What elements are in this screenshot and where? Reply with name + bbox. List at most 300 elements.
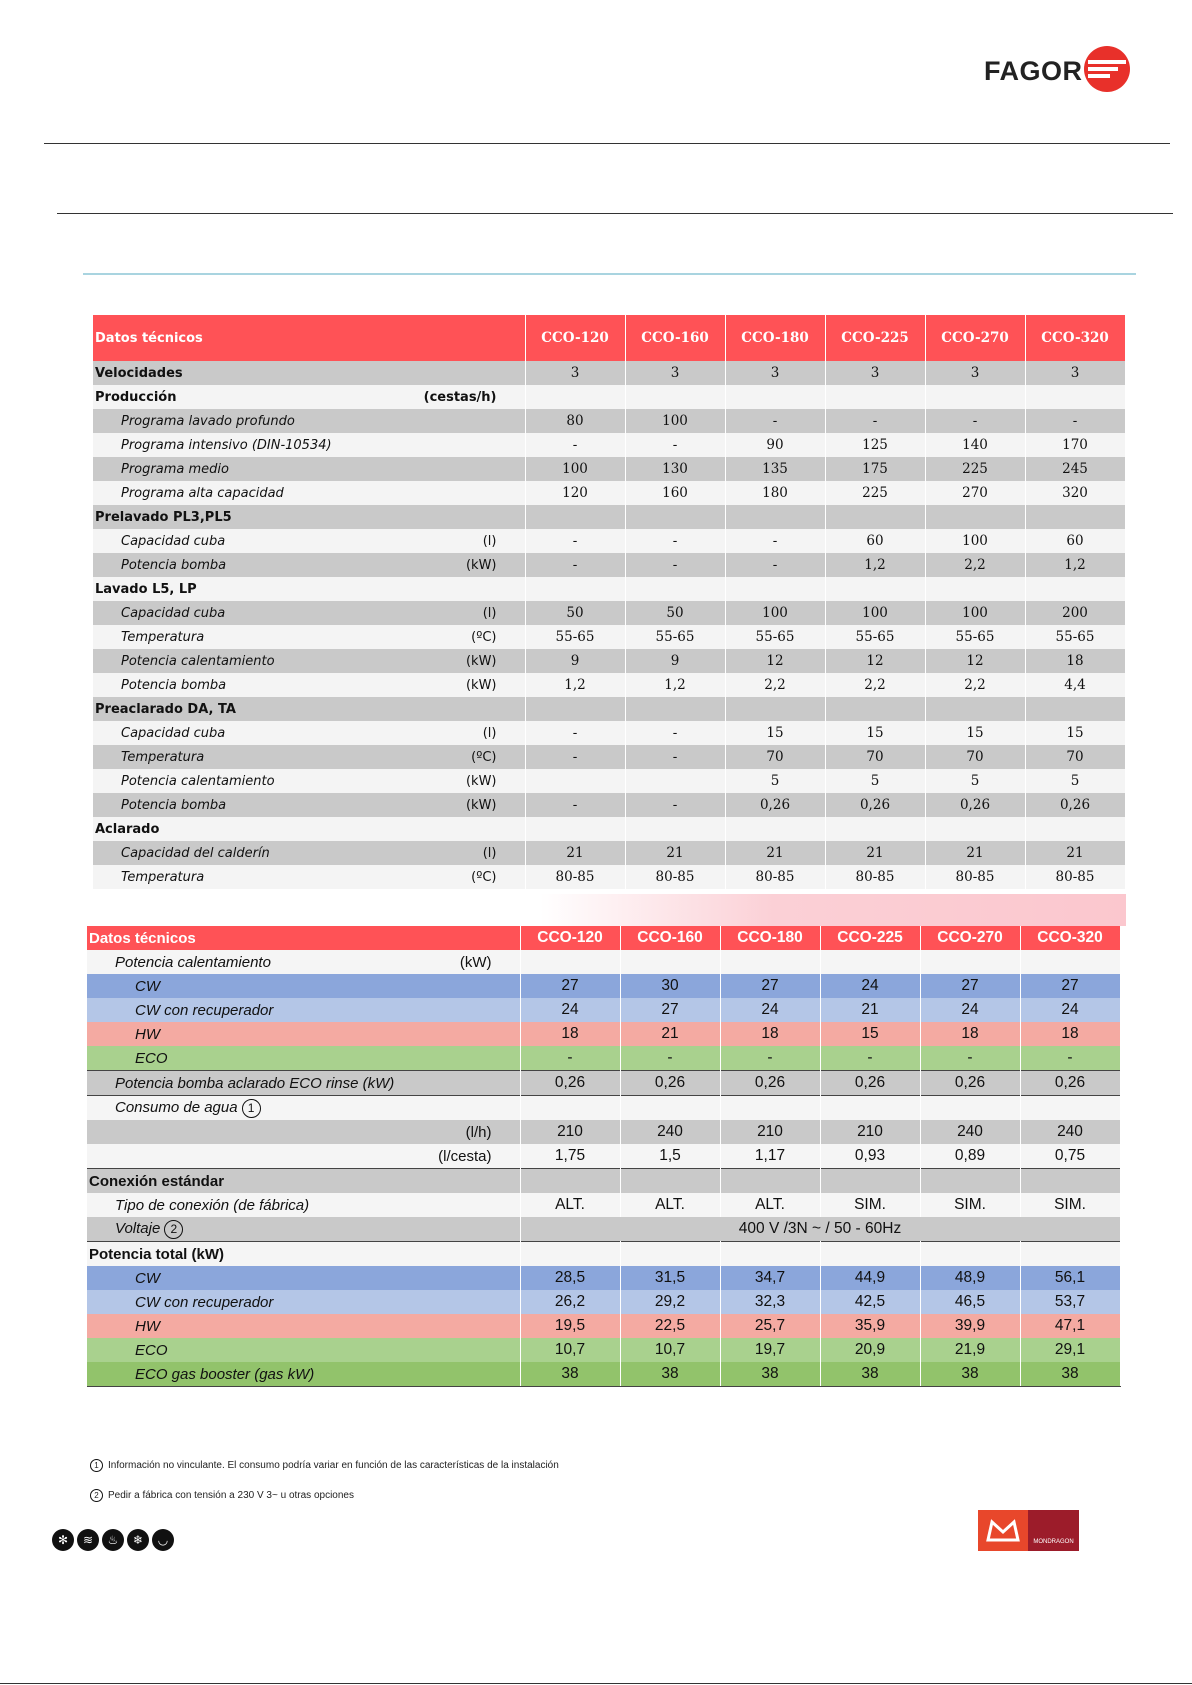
value-cell: - <box>1020 1046 1120 1071</box>
value-cell: - <box>1025 409 1125 433</box>
row-label-cell <box>93 433 525 457</box>
value-cell: 21 <box>825 841 925 865</box>
value-cell: 15 <box>725 721 825 745</box>
value-cell: 21 <box>925 841 1025 865</box>
table-row <box>93 865 1125 889</box>
value-cell: 10,7 <box>620 1338 720 1362</box>
row-label: Potencia bomba aclarado ECO rinse (kW) <box>115 1074 395 1092</box>
value-cell: 70 <box>825 745 925 769</box>
value-cell: ALT. <box>620 1193 720 1217</box>
value-cell: 10,7 <box>520 1338 620 1362</box>
row-label: Potencia bomba <box>121 797 227 813</box>
value-cell: 5 <box>825 769 925 793</box>
row-unit: (cestas/h) <box>423 389 497 405</box>
table-row <box>87 1193 1120 1217</box>
row-label-cell <box>87 1266 520 1290</box>
value-cell: 120 <box>525 481 625 505</box>
model-header: CCO-160 <box>625 315 725 361</box>
value-cell: 240 <box>1020 1120 1120 1144</box>
value-cell: 0,26 <box>925 793 1025 817</box>
value-cell: - <box>825 409 925 433</box>
value-cell <box>825 577 925 601</box>
row-label-cell <box>93 409 525 433</box>
row-label: HW <box>135 1025 160 1043</box>
row-label: Potencia calentamiento <box>115 953 271 971</box>
value-cell: 46,5 <box>920 1290 1020 1314</box>
value-cell <box>820 950 920 974</box>
row-label-cell <box>87 1120 520 1144</box>
row-label-cell <box>93 769 525 793</box>
row-label: Programa medio <box>121 461 229 477</box>
value-cell: 38 <box>920 1362 1020 1387</box>
row-unit: (kW) <box>465 677 497 693</box>
value-cell: 38 <box>520 1362 620 1387</box>
value-cell: 53,7 <box>1020 1290 1120 1314</box>
value-cell <box>620 1096 720 1121</box>
table-row <box>87 1338 1120 1362</box>
value-cell: 47,1 <box>1020 1314 1120 1338</box>
value-cell: 21,9 <box>920 1338 1020 1362</box>
value-cell <box>1020 1096 1120 1121</box>
row-unit: (kW) <box>465 773 497 789</box>
value-cell: 21 <box>620 1022 720 1046</box>
row-label: HW <box>135 1317 160 1335</box>
table-row <box>87 1120 1120 1144</box>
value-cell: 170 <box>1025 433 1125 457</box>
row-unit: (ºC) <box>471 749 497 765</box>
table-row <box>93 745 1125 769</box>
value-cell: - <box>625 721 725 745</box>
value-cell: 22,5 <box>620 1314 720 1338</box>
fagor-logo <box>984 42 1134 98</box>
value-cell: - <box>725 409 825 433</box>
header-divider <box>44 143 1170 144</box>
row-label: CW <box>135 977 160 995</box>
row-label-cell <box>87 1071 520 1096</box>
water-icon: ♨ <box>102 1529 124 1551</box>
table-row <box>93 697 1125 721</box>
value-cell <box>625 697 725 721</box>
value-cell: 55-65 <box>525 625 625 649</box>
value-cell: 1,5 <box>620 1144 720 1169</box>
value-cell <box>525 385 625 409</box>
value-cell: 21 <box>820 998 920 1022</box>
footnote-text: Información no vinculante. El consumo podría variar en función de las características de la instalación <box>108 1460 559 1471</box>
value-cell: - <box>625 793 725 817</box>
value-cell <box>720 1242 820 1267</box>
value-cell: 20,9 <box>820 1338 920 1362</box>
value-cell: 1,2 <box>1025 553 1125 577</box>
value-cell: 225 <box>925 457 1025 481</box>
value-cell: 80 <box>525 409 625 433</box>
value-cell <box>725 385 825 409</box>
value-cell <box>725 505 825 529</box>
value-cell: 100 <box>925 529 1025 553</box>
value-cell <box>925 817 1025 841</box>
row-label-cell <box>93 841 525 865</box>
value-cell: - <box>525 433 625 457</box>
value-cell: 27 <box>520 974 620 998</box>
value-cell: 29,1 <box>1020 1338 1120 1362</box>
value-cell: - <box>625 433 725 457</box>
value-cell: 0,75 <box>1020 1144 1120 1169</box>
value-cell: 90 <box>725 433 825 457</box>
technical-data-table-2 <box>87 926 1121 1387</box>
model-header: CCO-180 <box>720 926 820 950</box>
value-cell: 125 <box>825 433 925 457</box>
value-cell: 0,26 <box>620 1071 720 1096</box>
table-row <box>93 481 1125 505</box>
value-cell: 180 <box>725 481 825 505</box>
value-cell <box>825 505 925 529</box>
value-cell: 24 <box>520 998 620 1022</box>
row-label: Conexión estándar <box>89 1172 225 1190</box>
row-label-cell <box>87 1242 520 1267</box>
row-label-cell <box>93 361 525 385</box>
row-label: Consumo de agua <box>115 1098 238 1116</box>
footnote-2 <box>90 1489 354 1502</box>
row-label: Potencia total (kW) <box>89 1245 225 1263</box>
table-row <box>93 721 1125 745</box>
value-cell: 0,93 <box>820 1144 920 1169</box>
table-title: Datos técnicos <box>93 315 525 361</box>
row-label-cell <box>87 974 520 998</box>
row-label: Capacidad cuba <box>121 605 226 621</box>
table-row <box>93 841 1125 865</box>
value-cell: 32,3 <box>720 1290 820 1314</box>
row-label: Programa alta capacidad <box>121 485 284 501</box>
value-cell: 270 <box>925 481 1025 505</box>
value-cell: 24 <box>1020 998 1120 1022</box>
value-cell: 48,9 <box>920 1266 1020 1290</box>
value-cell <box>520 1169 620 1194</box>
row-label-cell <box>93 457 525 481</box>
value-cell: 28,5 <box>520 1266 620 1290</box>
value-cell <box>1025 505 1125 529</box>
table-row <box>93 361 1125 385</box>
value-cell: - <box>625 745 725 769</box>
value-cell: 29,2 <box>620 1290 720 1314</box>
value-cell: 31,5 <box>620 1266 720 1290</box>
row-label-cell <box>93 817 525 841</box>
table-row <box>87 1169 1120 1194</box>
table-row <box>93 793 1125 817</box>
value-cell: SIM. <box>920 1193 1020 1217</box>
model-header: CCO-225 <box>825 315 925 361</box>
value-cell: 38 <box>1020 1362 1120 1387</box>
value-cell: 27 <box>720 974 820 998</box>
value-cell: 2,2 <box>825 673 925 697</box>
value-cell: 0,26 <box>920 1071 1020 1096</box>
table-row <box>87 998 1120 1022</box>
value-cell <box>720 950 820 974</box>
value-cell: 55-65 <box>925 625 1025 649</box>
value-cell: 24 <box>920 998 1020 1022</box>
value-cell: 3 <box>625 361 725 385</box>
value-cell <box>1020 1169 1120 1194</box>
value-cell <box>625 505 725 529</box>
value-cell <box>520 1096 620 1121</box>
row-label: ECO <box>135 1049 168 1067</box>
value-cell <box>525 697 625 721</box>
value-cell: 130 <box>625 457 725 481</box>
value-cell <box>920 1242 1020 1267</box>
value-cell: 225 <box>825 481 925 505</box>
value-cell: 12 <box>825 649 925 673</box>
value-cell: 21 <box>625 841 725 865</box>
footer-divider <box>0 1683 1192 1684</box>
table-row <box>93 433 1125 457</box>
decorative-band <box>540 894 1126 926</box>
value-cell: SIM. <box>1020 1193 1120 1217</box>
value-cell: 1,17 <box>720 1144 820 1169</box>
row-unit: (kW) <box>465 653 497 669</box>
table-row <box>87 950 1120 974</box>
value-cell: 0,26 <box>820 1071 920 1096</box>
table-row <box>87 1071 1120 1096</box>
wash-icon: ◡ <box>152 1529 174 1551</box>
row-label: Preaclarado DA, TA <box>95 701 236 717</box>
value-cell: 21 <box>525 841 625 865</box>
table-row <box>93 457 1125 481</box>
value-cell: 175 <box>825 457 925 481</box>
value-cell: 9 <box>525 649 625 673</box>
value-cell: 2,2 <box>925 673 1025 697</box>
table-row <box>93 673 1125 697</box>
value-cell: 80-85 <box>1025 865 1125 889</box>
table-row <box>87 974 1120 998</box>
value-cell: 0,26 <box>1025 793 1125 817</box>
value-cell <box>525 769 625 793</box>
value-cell <box>825 697 925 721</box>
footnote-marker: 2 <box>164 1220 183 1239</box>
value-cell: 140 <box>925 433 1025 457</box>
table-row <box>87 1217 1120 1242</box>
value-cell: 135 <box>725 457 825 481</box>
value-cell: 19,5 <box>520 1314 620 1338</box>
value-cell: 2,2 <box>725 673 825 697</box>
value-cell <box>1020 1242 1120 1267</box>
electric-icon: ≋ <box>77 1529 99 1551</box>
model-header: CCO-180 <box>725 315 825 361</box>
row-label: ECO gas booster (gas kW) <box>135 1365 315 1383</box>
model-header: CCO-225 <box>820 926 920 950</box>
row-label: Tipo de conexión (de fábrica) <box>115 1196 310 1214</box>
table-row <box>87 1144 1120 1169</box>
row-unit: (l/h) <box>465 1123 492 1141</box>
row-label-cell <box>93 697 525 721</box>
value-cell <box>525 577 625 601</box>
value-cell: 210 <box>720 1120 820 1144</box>
value-cell: - <box>720 1046 820 1071</box>
row-label-cell <box>93 505 525 529</box>
value-cell: 38 <box>620 1362 720 1387</box>
row-unit: (kW) <box>465 557 497 573</box>
value-cell: 5 <box>725 769 825 793</box>
row-label: Velocidades <box>95 365 183 381</box>
value-cell: 55-65 <box>825 625 925 649</box>
value-cell: 0,26 <box>825 793 925 817</box>
value-cell <box>720 1169 820 1194</box>
gas-icon: ✻ <box>52 1529 74 1551</box>
value-cell: - <box>525 553 625 577</box>
value-cell <box>925 385 1025 409</box>
value-cell: 70 <box>1025 745 1125 769</box>
value-cell <box>625 817 725 841</box>
value-cell: 60 <box>1025 529 1125 553</box>
value-cell: 12 <box>725 649 825 673</box>
row-label-cell <box>87 1096 520 1121</box>
value-cell: 0,89 <box>920 1144 1020 1169</box>
value-cell: 320 <box>1025 481 1125 505</box>
row-label: Temperatura <box>121 749 205 765</box>
value-cell: 39,9 <box>920 1314 1020 1338</box>
brand-name: FAGOR <box>984 56 1083 86</box>
value-cell: - <box>920 1046 1020 1071</box>
row-label-cell <box>93 481 525 505</box>
row-label-cell <box>93 577 525 601</box>
value-cell: 38 <box>720 1362 820 1387</box>
value-cell <box>720 1096 820 1121</box>
row-label: Lavado L5, LP <box>95 581 197 597</box>
value-cell <box>625 769 725 793</box>
value-cell: - <box>925 409 1025 433</box>
value-cell: 80-85 <box>625 865 725 889</box>
section-divider <box>83 273 1136 275</box>
value-cell: 27 <box>620 998 720 1022</box>
value-cell: - <box>625 553 725 577</box>
row-label-cell <box>87 1046 520 1071</box>
value-cell: 35,9 <box>820 1314 920 1338</box>
value-cell: 210 <box>820 1120 920 1144</box>
value-cell <box>620 1169 720 1194</box>
value-cell: 0,26 <box>1020 1071 1120 1096</box>
value-cell: 21 <box>725 841 825 865</box>
row-label: Potencia calentamiento <box>121 773 275 789</box>
row-label: Programa intensivo (DIN-10534) <box>121 437 332 453</box>
value-cell: - <box>725 529 825 553</box>
footnote-number: 1 <box>90 1459 103 1472</box>
row-label-cell <box>93 649 525 673</box>
value-cell: 1,75 <box>520 1144 620 1169</box>
value-cell: 18 <box>520 1022 620 1046</box>
value-cell: 38 <box>820 1362 920 1387</box>
value-cell <box>925 697 1025 721</box>
value-cell <box>625 577 725 601</box>
value-cell: ALT. <box>720 1193 820 1217</box>
value-cell <box>1025 817 1125 841</box>
table-row <box>93 505 1125 529</box>
value-cell <box>520 950 620 974</box>
value-cell <box>1025 577 1125 601</box>
row-label: Voltaje <box>115 1219 161 1237</box>
value-cell <box>925 505 1025 529</box>
value-cell: 50 <box>625 601 725 625</box>
value-cell: 100 <box>925 601 1025 625</box>
value-cell: 18 <box>920 1022 1020 1046</box>
value-cell: 1,2 <box>525 673 625 697</box>
value-cell: - <box>620 1046 720 1071</box>
value-cell: 18 <box>1020 1022 1120 1046</box>
row-unit: (l) <box>482 845 497 861</box>
table-row <box>93 769 1125 793</box>
value-cell <box>625 385 725 409</box>
value-cell: 245 <box>1025 457 1125 481</box>
value-cell: 18 <box>720 1022 820 1046</box>
value-cell <box>620 1242 720 1267</box>
table-row <box>93 577 1125 601</box>
row-label: ECO <box>135 1341 168 1359</box>
row-label-cell <box>87 1362 520 1387</box>
value-cell: 0,26 <box>725 793 825 817</box>
value-cell: 25,7 <box>720 1314 820 1338</box>
value-cell: 30 <box>620 974 720 998</box>
row-label-cell <box>93 553 525 577</box>
row-label: Capacidad del calderín <box>121 845 270 861</box>
value-cell <box>525 817 625 841</box>
table-row <box>87 1266 1120 1290</box>
value-cell <box>520 1242 620 1267</box>
table-row <box>93 553 1125 577</box>
row-label-cell <box>87 950 520 974</box>
value-cell: 24 <box>820 974 920 998</box>
value-cell: 5 <box>925 769 1025 793</box>
value-cell: 18 <box>1025 649 1125 673</box>
row-label-cell <box>93 625 525 649</box>
row-label-cell <box>93 601 525 625</box>
value-cell <box>820 1096 920 1121</box>
table-row <box>93 529 1125 553</box>
value-cell: 2,2 <box>925 553 1025 577</box>
cold-icon: ❄ <box>127 1529 149 1551</box>
value-cell: 0,26 <box>520 1071 620 1096</box>
value-cell: 100 <box>525 457 625 481</box>
value-cell: 100 <box>625 409 725 433</box>
row-label-cell <box>87 1022 520 1046</box>
value-cell: 3 <box>925 361 1025 385</box>
footnote-1 <box>90 1459 559 1472</box>
value-cell: 160 <box>625 481 725 505</box>
value-cell: 24 <box>720 998 820 1022</box>
feature-icons <box>52 1529 177 1551</box>
row-unit: (l/cesta) <box>438 1147 492 1165</box>
row-label: CW con recuperador <box>135 1293 274 1311</box>
value-cell: - <box>625 529 725 553</box>
value-cell: 55-65 <box>1025 625 1125 649</box>
row-label: Producción <box>95 389 177 405</box>
value-cell: 50 <box>525 601 625 625</box>
row-unit: (ºC) <box>471 629 497 645</box>
value-cell: 12 <box>925 649 1025 673</box>
value-cell: 210 <box>520 1120 620 1144</box>
model-header: CCO-270 <box>925 315 1025 361</box>
value-cell: 3 <box>725 361 825 385</box>
row-label-cell <box>93 721 525 745</box>
value-cell: - <box>525 745 625 769</box>
value-cell <box>820 1242 920 1267</box>
value-cell <box>725 817 825 841</box>
table-header-row <box>93 315 1125 361</box>
table-row <box>87 1242 1120 1267</box>
table-row <box>93 625 1125 649</box>
value-cell: 55-65 <box>625 625 725 649</box>
value-cell: 3 <box>1025 361 1125 385</box>
value-cell: - <box>725 553 825 577</box>
row-label: Potencia bomba <box>121 557 227 573</box>
row-label: Aclarado <box>95 821 160 837</box>
row-label-cell <box>87 1290 520 1314</box>
value-cell <box>1020 950 1120 974</box>
